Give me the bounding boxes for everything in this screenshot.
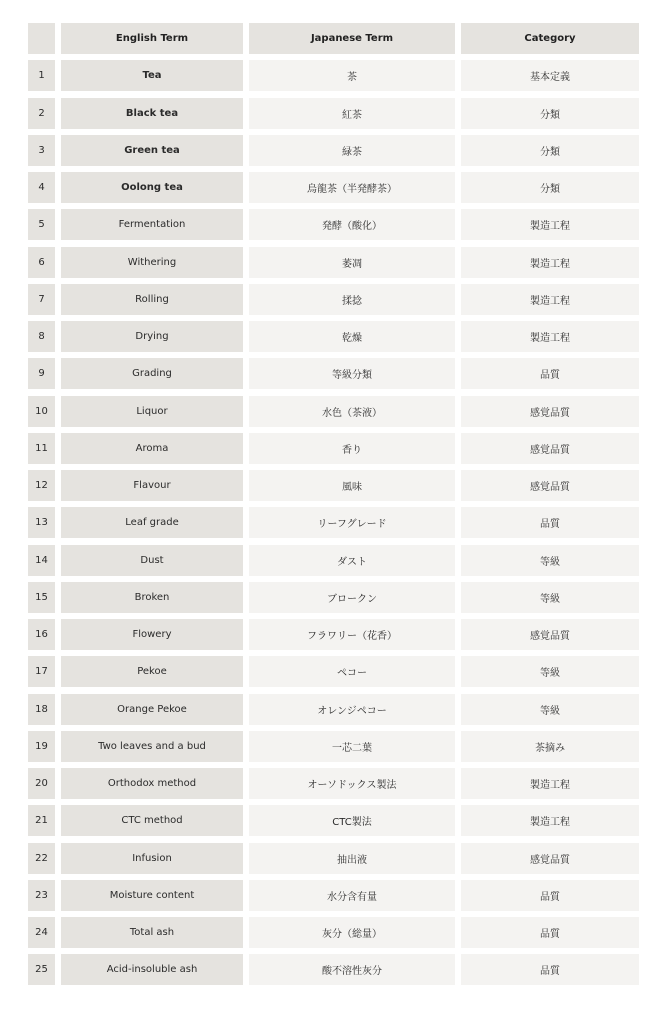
table-row: [28, 545, 640, 576]
row-number: 5: [28, 209, 55, 240]
table-row: [28, 694, 640, 725]
english-term: Orange Pekoe: [61, 694, 243, 725]
row-number: 23: [28, 880, 55, 911]
row-number: 6: [28, 247, 55, 278]
category: 分類: [461, 98, 639, 129]
row-number: 11: [28, 433, 55, 464]
japanese-term: フラワリー（花香）: [249, 619, 455, 650]
table-row: [28, 321, 640, 352]
japanese-term: 一芯二葉: [249, 731, 455, 762]
category: 製造工程: [461, 247, 639, 278]
english-term: Flowery: [61, 619, 243, 650]
english-term: Oolong tea: [61, 172, 243, 203]
table-row: [28, 768, 640, 799]
table-row: [28, 619, 640, 650]
table-row: [28, 656, 640, 687]
row-number: 2: [28, 98, 55, 129]
table-row: [28, 582, 640, 613]
row-number: 8: [28, 321, 55, 352]
row-number: 25: [28, 954, 55, 985]
row-number: 14: [28, 545, 55, 576]
category: 品質: [461, 507, 639, 538]
row-number: 1: [28, 60, 55, 91]
japanese-term: オーソドックス製法: [249, 768, 455, 799]
japanese-term: 灰分（総量）: [249, 917, 455, 948]
table-row: [28, 954, 640, 985]
category: 製造工程: [461, 321, 639, 352]
table-row: [28, 843, 640, 874]
category: 基本定義: [461, 60, 639, 91]
row-number: 4: [28, 172, 55, 203]
row-number: 17: [28, 656, 55, 687]
table-row: [28, 135, 640, 166]
row-number: 18: [28, 694, 55, 725]
category: 品質: [461, 917, 639, 948]
header-japanese-term: Japanese Term: [249, 23, 455, 54]
japanese-term: 萎凋: [249, 247, 455, 278]
english-term: Total ash: [61, 917, 243, 948]
category: 分類: [461, 135, 639, 166]
english-term: Leaf grade: [61, 507, 243, 538]
category: 分類: [461, 172, 639, 203]
english-term: Infusion: [61, 843, 243, 874]
category: 茶摘み: [461, 731, 639, 762]
category: 等級: [461, 545, 639, 576]
english-term: Aroma: [61, 433, 243, 464]
row-number: 12: [28, 470, 55, 501]
table-row: [28, 172, 640, 203]
english-term: Moisture content: [61, 880, 243, 911]
row-number: 13: [28, 507, 55, 538]
japanese-term: ペコー: [249, 656, 455, 687]
category: 感覚品質: [461, 470, 639, 501]
table-row: [28, 60, 640, 91]
category: 製造工程: [461, 209, 639, 240]
category: 製造工程: [461, 805, 639, 836]
english-term: Orthodox method: [61, 768, 243, 799]
row-number: 24: [28, 917, 55, 948]
category: 等級: [461, 656, 639, 687]
japanese-term: オレンジペコー: [249, 694, 455, 725]
row-number: 7: [28, 284, 55, 315]
header-number: [28, 23, 55, 54]
row-number: 21: [28, 805, 55, 836]
table-row: [28, 98, 640, 129]
category: 品質: [461, 880, 639, 911]
japanese-term: 等級分類: [249, 358, 455, 389]
table-row: [28, 805, 640, 836]
japanese-term: リーフグレード: [249, 507, 455, 538]
japanese-term: 烏龍茶（半発酵茶）: [249, 172, 455, 203]
english-term: Broken: [61, 582, 243, 613]
table-row: [28, 247, 640, 278]
table-row: [28, 507, 640, 538]
english-term: Two leaves and a bud: [61, 731, 243, 762]
tea-glossary-table: [28, 23, 640, 992]
table-header-row: [28, 23, 640, 54]
category: 品質: [461, 954, 639, 985]
japanese-term: 乾燥: [249, 321, 455, 352]
header-category: Category: [461, 23, 639, 54]
table-row: [28, 880, 640, 911]
category: 製造工程: [461, 768, 639, 799]
table-row: [28, 731, 640, 762]
table-row: [28, 209, 640, 240]
category: 製造工程: [461, 284, 639, 315]
english-term: Dust: [61, 545, 243, 576]
english-term: Tea: [61, 60, 243, 91]
english-term: Pekoe: [61, 656, 243, 687]
table-body: [28, 60, 640, 985]
japanese-term: ブロークン: [249, 582, 455, 613]
header-english-term: English Term: [61, 23, 243, 54]
category: 等級: [461, 582, 639, 613]
japanese-term: 緑茶: [249, 135, 455, 166]
row-number: 3: [28, 135, 55, 166]
row-number: 10: [28, 396, 55, 427]
category: 感覚品質: [461, 619, 639, 650]
japanese-term: 酸不溶性灰分: [249, 954, 455, 985]
japanese-term: ダスト: [249, 545, 455, 576]
row-number: 22: [28, 843, 55, 874]
category: 感覚品質: [461, 396, 639, 427]
english-term: Fermentation: [61, 209, 243, 240]
table-row: [28, 284, 640, 315]
table-row: [28, 917, 640, 948]
english-term: Liquor: [61, 396, 243, 427]
english-term: Green tea: [61, 135, 243, 166]
japanese-term: 水色（茶液）: [249, 396, 455, 427]
table-row: [28, 358, 640, 389]
category: 感覚品質: [461, 843, 639, 874]
english-term: Acid-insoluble ash: [61, 954, 243, 985]
japanese-term: 紅茶: [249, 98, 455, 129]
english-term: CTC method: [61, 805, 243, 836]
english-term: Flavour: [61, 470, 243, 501]
row-number: 19: [28, 731, 55, 762]
japanese-term: CTC製法: [249, 805, 455, 836]
japanese-term: 茶: [249, 60, 455, 91]
japanese-term: 風味: [249, 470, 455, 501]
row-number: 16: [28, 619, 55, 650]
japanese-term: 発酵（酸化）: [249, 209, 455, 240]
english-term: Grading: [61, 358, 243, 389]
japanese-term: 抽出液: [249, 843, 455, 874]
english-term: Drying: [61, 321, 243, 352]
japanese-term: 香り: [249, 433, 455, 464]
table-row: [28, 433, 640, 464]
japanese-term: 揉捻: [249, 284, 455, 315]
table-row: [28, 470, 640, 501]
japanese-term: 水分含有量: [249, 880, 455, 911]
row-number: 9: [28, 358, 55, 389]
english-term: Withering: [61, 247, 243, 278]
english-term: Rolling: [61, 284, 243, 315]
row-number: 15: [28, 582, 55, 613]
category: 等級: [461, 694, 639, 725]
english-term: Black tea: [61, 98, 243, 129]
table-row: [28, 396, 640, 427]
category: 品質: [461, 358, 639, 389]
row-number: 20: [28, 768, 55, 799]
category: 感覚品質: [461, 433, 639, 464]
